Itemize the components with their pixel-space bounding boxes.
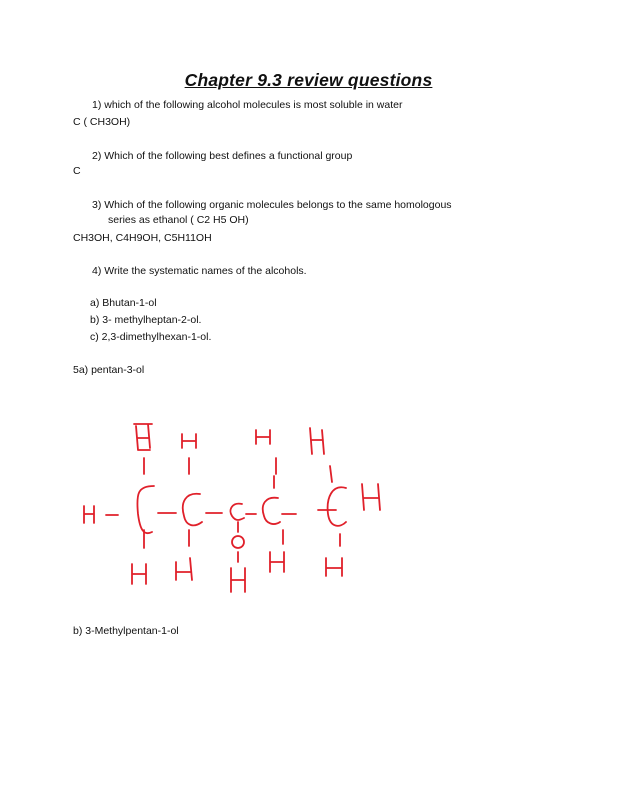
oxygen-atom (232, 536, 244, 548)
question-2: 2) Which of the following best defines a functional group (92, 150, 353, 162)
answer-1: C ( CH3OH) (73, 116, 131, 128)
bottom-hydrogens (132, 530, 342, 584)
question-4: 4) Write the systematic names of the alcohols. (92, 265, 307, 277)
answer-2: C (73, 165, 81, 177)
question-3: 3) Which of the following organic molecules belongs to the same homologous (92, 199, 452, 211)
main-chain-bonds (106, 510, 336, 515)
structural-formula-drawing (78, 418, 398, 608)
carbon-2 (183, 494, 202, 526)
carbon-1 (137, 486, 154, 533)
top-hydrogens (134, 424, 332, 488)
hand-h-right (362, 484, 380, 510)
hydroxyl-group (231, 522, 245, 592)
carbon-3 (230, 504, 244, 520)
answer-3: CH3OH, C4H9OH, C5H11OH (73, 232, 212, 244)
question-5a-label: 5a) pentan-3-ol (73, 364, 145, 376)
pentan-3-ol-structure (78, 418, 398, 608)
question-3-continued: series as ethanol ( C2 H5 OH) (108, 214, 249, 226)
answer-4b: b) 3- methylheptan-2-ol. (90, 314, 202, 326)
page-title: Chapter 9.3 review questions (184, 70, 433, 90)
carbon-4 (263, 498, 280, 524)
answer-4a: a) Bhutan-1-ol (90, 297, 157, 309)
answer-4c: c) 2,3-dimethylhexan-1-ol. (90, 331, 212, 343)
question-5b-label: b) 3-Methylpentan-1-ol (73, 625, 179, 637)
carbon-5 (328, 487, 346, 525)
carbon-atoms (137, 486, 346, 533)
hydroxyl-hydrogen (231, 568, 245, 592)
question-1: 1) which of the following alcohol molecules is most soluble in water (92, 99, 403, 111)
hand-h-left (84, 506, 94, 523)
